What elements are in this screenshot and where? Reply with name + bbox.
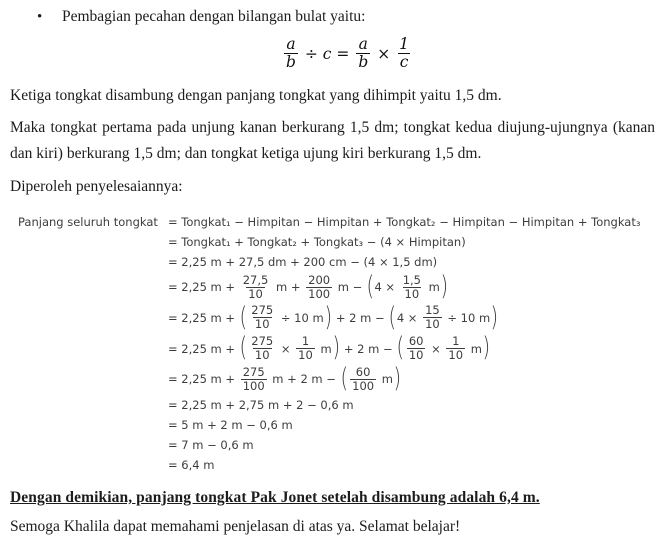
- math-text: = 7 m − 0,6 m: [168, 437, 254, 452]
- equation-rhs: [168, 270, 448, 302]
- fraction-denominator: 10: [408, 348, 424, 363]
- fraction-numerator: 1: [301, 334, 310, 349]
- equation-line: [18, 365, 655, 394]
- equation-rhs: [168, 303, 499, 332]
- right-paren: ): [440, 270, 448, 302]
- left-paren: (: [239, 332, 247, 364]
- math-text: ×: [372, 44, 396, 63]
- left-paren: (: [340, 363, 348, 395]
- fraction-denominator: 10: [254, 348, 270, 363]
- math-text: ÷ 10 m: [443, 310, 491, 325]
- math-text: ÷ c =: [299, 44, 355, 63]
- equation-line: [18, 233, 655, 251]
- fraction: [397, 36, 411, 72]
- right-paren: ): [482, 332, 490, 364]
- conclusion-text: Dengan demikian, panjang tongkat Pak Jonet setelah disambung adalah 6,4 m.: [10, 488, 540, 506]
- equation-rhs: [168, 334, 490, 363]
- math-text: m +: [272, 280, 305, 295]
- left-paren: (: [239, 301, 247, 333]
- fraction: [401, 274, 423, 301]
- fraction-numerator: 275: [251, 303, 274, 318]
- math-text: = 2,25 m +: [168, 280, 239, 295]
- equation-rhs: [168, 438, 254, 452]
- bullet-item: [37, 8, 655, 26]
- fraction-denominator: 100: [352, 378, 375, 393]
- fraction-numerator: 60: [355, 364, 371, 379]
- math-text: = 2,25 m +: [168, 372, 239, 387]
- math-text: = Tongkat₁ + Tongkat₂ + Tongkat₃ − (4 × Himpitan): [168, 234, 466, 249]
- bullet-text: Pembagian pecahan dengan bilangan bulat yaitu:: [62, 8, 366, 25]
- fraction-denominator: 10: [254, 317, 270, 332]
- equation-rhs: [168, 215, 640, 229]
- equation-rhs: [168, 255, 437, 269]
- fraction-numerator: 60: [408, 334, 424, 349]
- left-paren: (: [366, 270, 374, 302]
- math-text: 4 ×: [396, 310, 422, 325]
- equation-line: [18, 303, 655, 332]
- right-paren: ): [393, 363, 402, 395]
- fraction-denominator: 10: [448, 348, 464, 363]
- math-text: m: [425, 280, 440, 295]
- math-text: = 2,25 m + 2,75 m + 2 − 0,6 m: [168, 397, 354, 412]
- math-text: ×: [427, 341, 445, 356]
- math-text: = 5 m + 2 m − 0,6 m: [168, 417, 293, 432]
- equation-label: Panjang seluruh tongkat: [18, 214, 158, 229]
- fraction-denominator: 100: [308, 286, 331, 301]
- fraction-numerator: 1,5: [402, 272, 421, 287]
- equation-line: [18, 213, 655, 231]
- fraction-numerator: 27,5: [242, 272, 269, 287]
- right-paren: ): [490, 301, 499, 333]
- paragraph-joined-sticks: Ketiga tongkat disambung dengan panjang tongkat yang dihimpit yaitu 1,5 dm.: [10, 86, 502, 104]
- fraction: [350, 366, 376, 393]
- math-text: 4 ×: [374, 280, 399, 295]
- left-paren: (: [388, 301, 397, 333]
- math-text: m + 2 m −: [268, 372, 340, 387]
- fraction: [356, 36, 370, 72]
- fraction-numerator: 1: [399, 35, 409, 53]
- math-text: m: [467, 341, 482, 356]
- division-rule-formula: [282, 35, 413, 73]
- right-paren: ): [324, 301, 332, 333]
- fraction: [407, 335, 426, 362]
- fraction-denominator: c: [399, 53, 409, 72]
- fraction: [249, 335, 275, 362]
- math-text: = 2,25 m +: [168, 341, 239, 356]
- fraction: [249, 304, 275, 331]
- paragraph-solution-intro: Diperoleh penyelesaiannya:: [10, 177, 183, 195]
- fraction-denominator: 10: [425, 317, 440, 332]
- equation-line: [18, 436, 655, 454]
- equation-rhs: [168, 418, 293, 432]
- equation-rhs: [168, 458, 214, 472]
- math-text: ÷ 10 m: [277, 310, 324, 325]
- equation-line: [18, 270, 655, 302]
- fraction-denominator: 10: [248, 286, 263, 301]
- fraction: [306, 274, 332, 301]
- math-text: = Tongkat₁ − Himpitan − Himpitan + Tongkat₂ − Himpitan − Himpitan + Tongkat₃: [168, 214, 641, 229]
- math-text: = 6,4 m: [168, 457, 215, 472]
- formula-row: [40, 35, 655, 73]
- fraction-numerator: 275: [242, 364, 265, 379]
- fraction-denominator: b: [358, 53, 369, 72]
- fraction-denominator: 10: [404, 286, 420, 301]
- fraction-numerator: 200: [308, 272, 331, 287]
- fraction-denominator: b: [286, 53, 296, 72]
- math-text: m: [378, 372, 393, 387]
- closing-text: Semoga Khalila dapat memahami penjelasan di atas ya. Selamat belajar!: [10, 517, 461, 535]
- math-text: m −: [334, 280, 366, 295]
- math-text: ×: [277, 341, 295, 356]
- equation-line: [18, 253, 655, 271]
- fraction: [423, 304, 442, 331]
- paragraph-reduction-detail: Maka tongkat pertama pada unjung kanan berkurang 1,5 dm; tongkat kedua diujung-ujungnya (kanan dan kiri) berkurang 1,5 dm; dan tongkat ketiga ujung kiri berkurang 1,5 dm.: [10, 118, 655, 163]
- equation-rhs: [168, 365, 402, 394]
- math-text: m: [316, 341, 332, 356]
- fraction-numerator: a: [358, 35, 368, 53]
- fraction-denominator: 10: [298, 348, 313, 363]
- fraction-denominator: 100: [242, 378, 265, 393]
- equation-line: [18, 334, 655, 363]
- equation-line: [18, 416, 655, 434]
- math-text: + 2 m −: [332, 310, 389, 325]
- fraction: [296, 335, 315, 362]
- math-text: + 2 m −: [340, 341, 397, 356]
- right-paren: ): [332, 332, 340, 364]
- fraction-numerator: a: [286, 35, 296, 53]
- left-paren: (: [396, 332, 405, 364]
- equation-rhs: [168, 235, 466, 249]
- fraction-numerator: 275: [251, 334, 274, 349]
- fraction: [446, 335, 465, 362]
- fraction-numerator: 1: [452, 334, 460, 349]
- equation-rhs: [168, 398, 354, 412]
- fraction: [241, 366, 267, 393]
- equation-block: [18, 213, 655, 474]
- equation-line: [18, 396, 655, 414]
- math-text: = 2,25 m +: [168, 310, 239, 325]
- bullet-icon: •: [37, 9, 43, 25]
- fraction: [284, 36, 298, 72]
- fraction-numerator: 15: [425, 303, 440, 318]
- math-text: = 2,25 m + 27,5 dm + 200 cm − (4 × 1,5 dm): [168, 254, 438, 269]
- equation-line: [18, 456, 655, 474]
- fraction: [241, 274, 271, 301]
